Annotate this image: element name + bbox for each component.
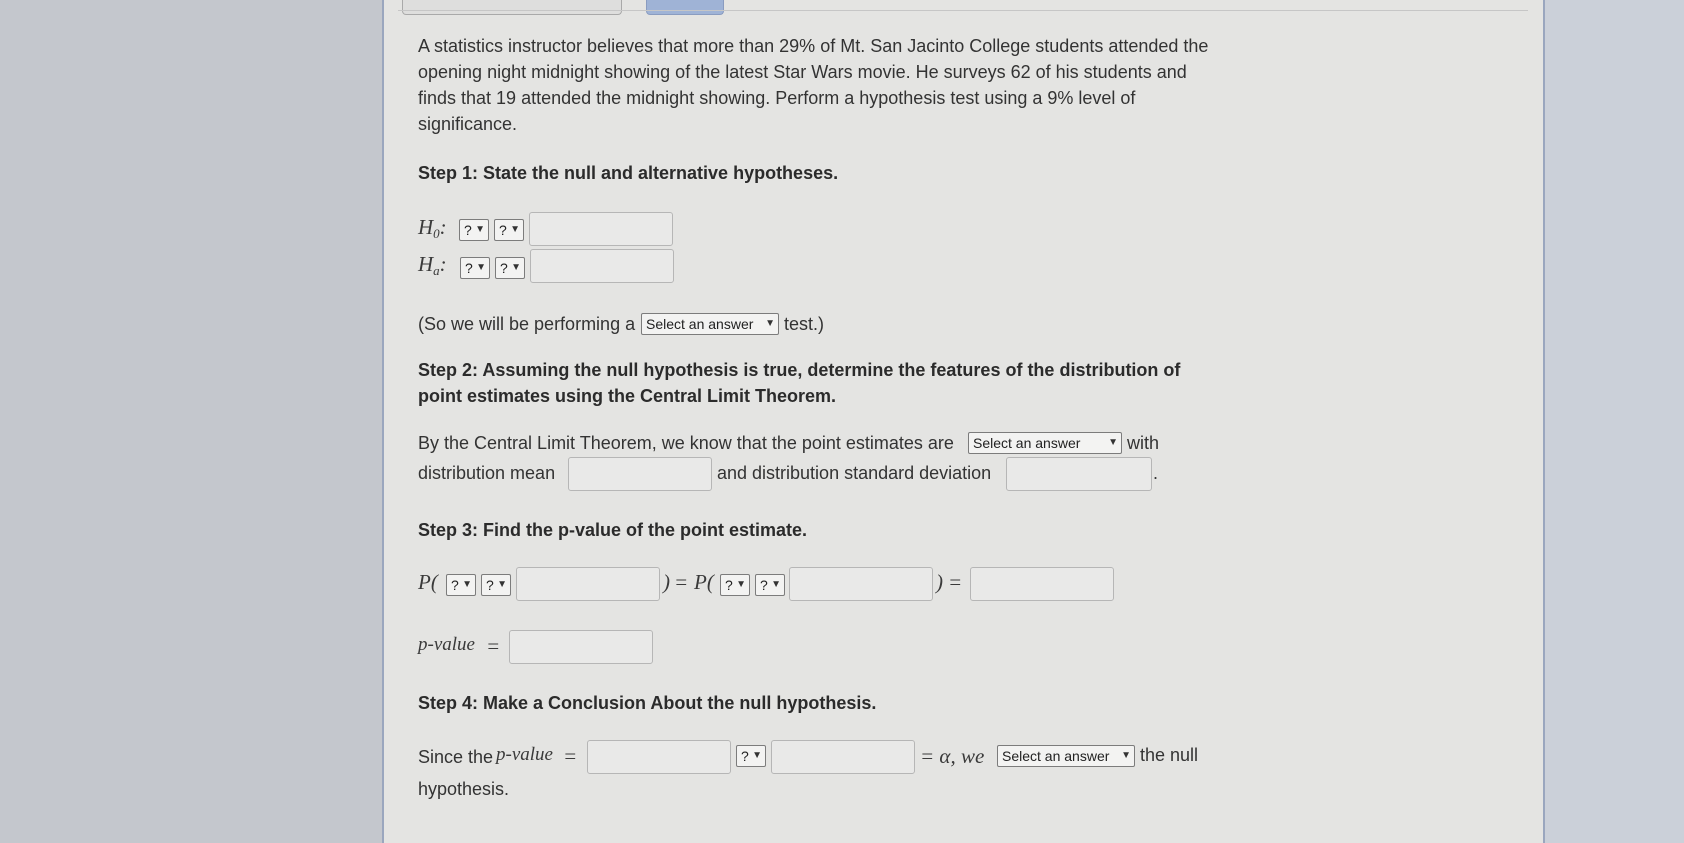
top-tab-left[interactable] [402,0,622,15]
p-left-variable-value: ? [451,577,459,593]
question-panel [382,0,1545,843]
h0-operator-value: ? [499,222,507,238]
alpha-value-input[interactable] [771,740,915,774]
question-text-line-1: A statistics instructor believes that more than 29% of Mt. San Jacinto College students attended the [418,36,1209,56]
chevron-down-icon: ▼ [476,262,486,273]
pvalue-input[interactable] [509,630,653,664]
question-text-line-2: opening night midnight showing of the latest Star Wars movie. He surveys 62 of his students and [418,62,1187,82]
p-right-variable-value: ? [725,577,733,593]
pvalue-equals: = [486,634,501,658]
comparison-value: ? [741,748,749,764]
p-right-variable-select[interactable] [720,574,750,596]
distribution-mean-input[interactable] [568,457,712,491]
h0-symbol: H [418,215,434,239]
h0-value-input[interactable] [529,212,673,246]
p-open-1: P( [418,570,438,594]
top-tab-active[interactable] [646,0,724,15]
ha-operator-select[interactable] [495,257,525,279]
since-prefix: Since the [418,747,494,767]
since-equals: = [563,744,578,768]
p-left-operator-select[interactable] [481,574,511,596]
question-text-line-3: finds that 19 attended the midnight showing. Perform a hypothesis test using a 9% level of [418,88,1136,108]
ha-colon: : [439,252,447,276]
step4-heading: Step 4: Make a Conclusion About the null hypothesis. [418,693,877,713]
p-right-value-input[interactable] [789,567,933,601]
since-pvalue-label: p-value [496,744,553,765]
chevron-down-icon: ▼ [771,579,781,590]
step3-heading: Step 3: Find the p-value of the point estimate. [418,520,808,540]
clt-prefix: By the Central Limit Theorem, we know that the point estimates are [418,433,954,453]
question-text-line-4: significance. [418,114,518,134]
conclusion-pvalue-input[interactable] [587,740,731,774]
ha-parameter-select[interactable] [460,257,490,279]
ha-operator-value: ? [500,260,508,276]
ha-subscript: a [433,263,440,278]
mean-label: distribution mean [418,463,556,483]
h0-label [418,215,447,242]
step2-heading-line-2: point estimates using the Central Limit Theorem. [418,386,837,406]
test-type-prefix: (So we will be performing a [418,314,636,334]
conclusion-select[interactable] [997,745,1135,767]
distribution-type-value: Select an answer [973,435,1081,451]
h0-parameter-select[interactable] [459,219,489,241]
p-right-operator-select[interactable] [755,574,785,596]
ha-parameter-value: ? [465,260,473,276]
ha-label [418,252,447,279]
pvalue-label: p-value [418,634,475,655]
p-left-value-input[interactable] [516,567,660,601]
h0-colon: : [439,215,447,239]
test-type-select[interactable] [641,313,779,335]
distribution-type-select[interactable] [968,432,1122,454]
right-margin [1545,0,1684,843]
step2-heading-line-1: Step 2: Assuming the null hypothesis is true, determine the features of the distribution of [418,360,1181,380]
p-close-1: ) [663,570,670,594]
chevron-down-icon: ▼ [510,224,520,235]
chevron-down-icon: ▼ [497,579,507,590]
comparison-select[interactable] [736,745,766,767]
test-type-suffix: test.) [784,314,825,334]
chevron-down-icon: ▼ [736,579,746,590]
alpha-text: = α, we [920,744,985,768]
p-left-variable-select[interactable] [446,574,476,596]
clt-with: with [1127,433,1160,453]
h0-parameter-value: ? [464,222,472,238]
h0-operator-select[interactable] [494,219,524,241]
p-equals-1: = [674,570,689,594]
null-suffix: the null [1140,745,1199,765]
h0-subscript: 0 [433,226,440,241]
chevron-down-icon: ▼ [765,318,775,329]
sd-period: . [1153,463,1159,483]
p-left-operator-value: ? [486,577,494,593]
p-equals-2: = [948,570,963,594]
chevron-down-icon: ▼ [511,262,521,273]
ha-value-input[interactable] [530,249,674,283]
chevron-down-icon: ▼ [752,750,762,761]
hypothesis-word: hypothesis. [418,779,510,799]
step1-heading: Step 1: State the null and alternative hypotheses. [418,163,839,183]
chevron-down-icon: ▼ [1108,437,1118,448]
test-type-value: Select an answer [646,316,754,332]
left-margin [0,0,382,843]
p-close-2: ) [936,570,943,594]
chevron-down-icon: ▼ [475,224,485,235]
ha-symbol: H [418,252,434,276]
p-right-operator-value: ? [760,577,768,593]
p-probability-input[interactable] [970,567,1114,601]
top-divider [398,10,1528,11]
conclusion-value: Select an answer [1002,748,1110,764]
distribution-sd-input[interactable] [1006,457,1152,491]
chevron-down-icon: ▼ [462,579,472,590]
p-open-2: P( [694,570,714,594]
chevron-down-icon: ▼ [1121,750,1131,761]
sd-label: and distribution standard deviation [717,463,992,483]
